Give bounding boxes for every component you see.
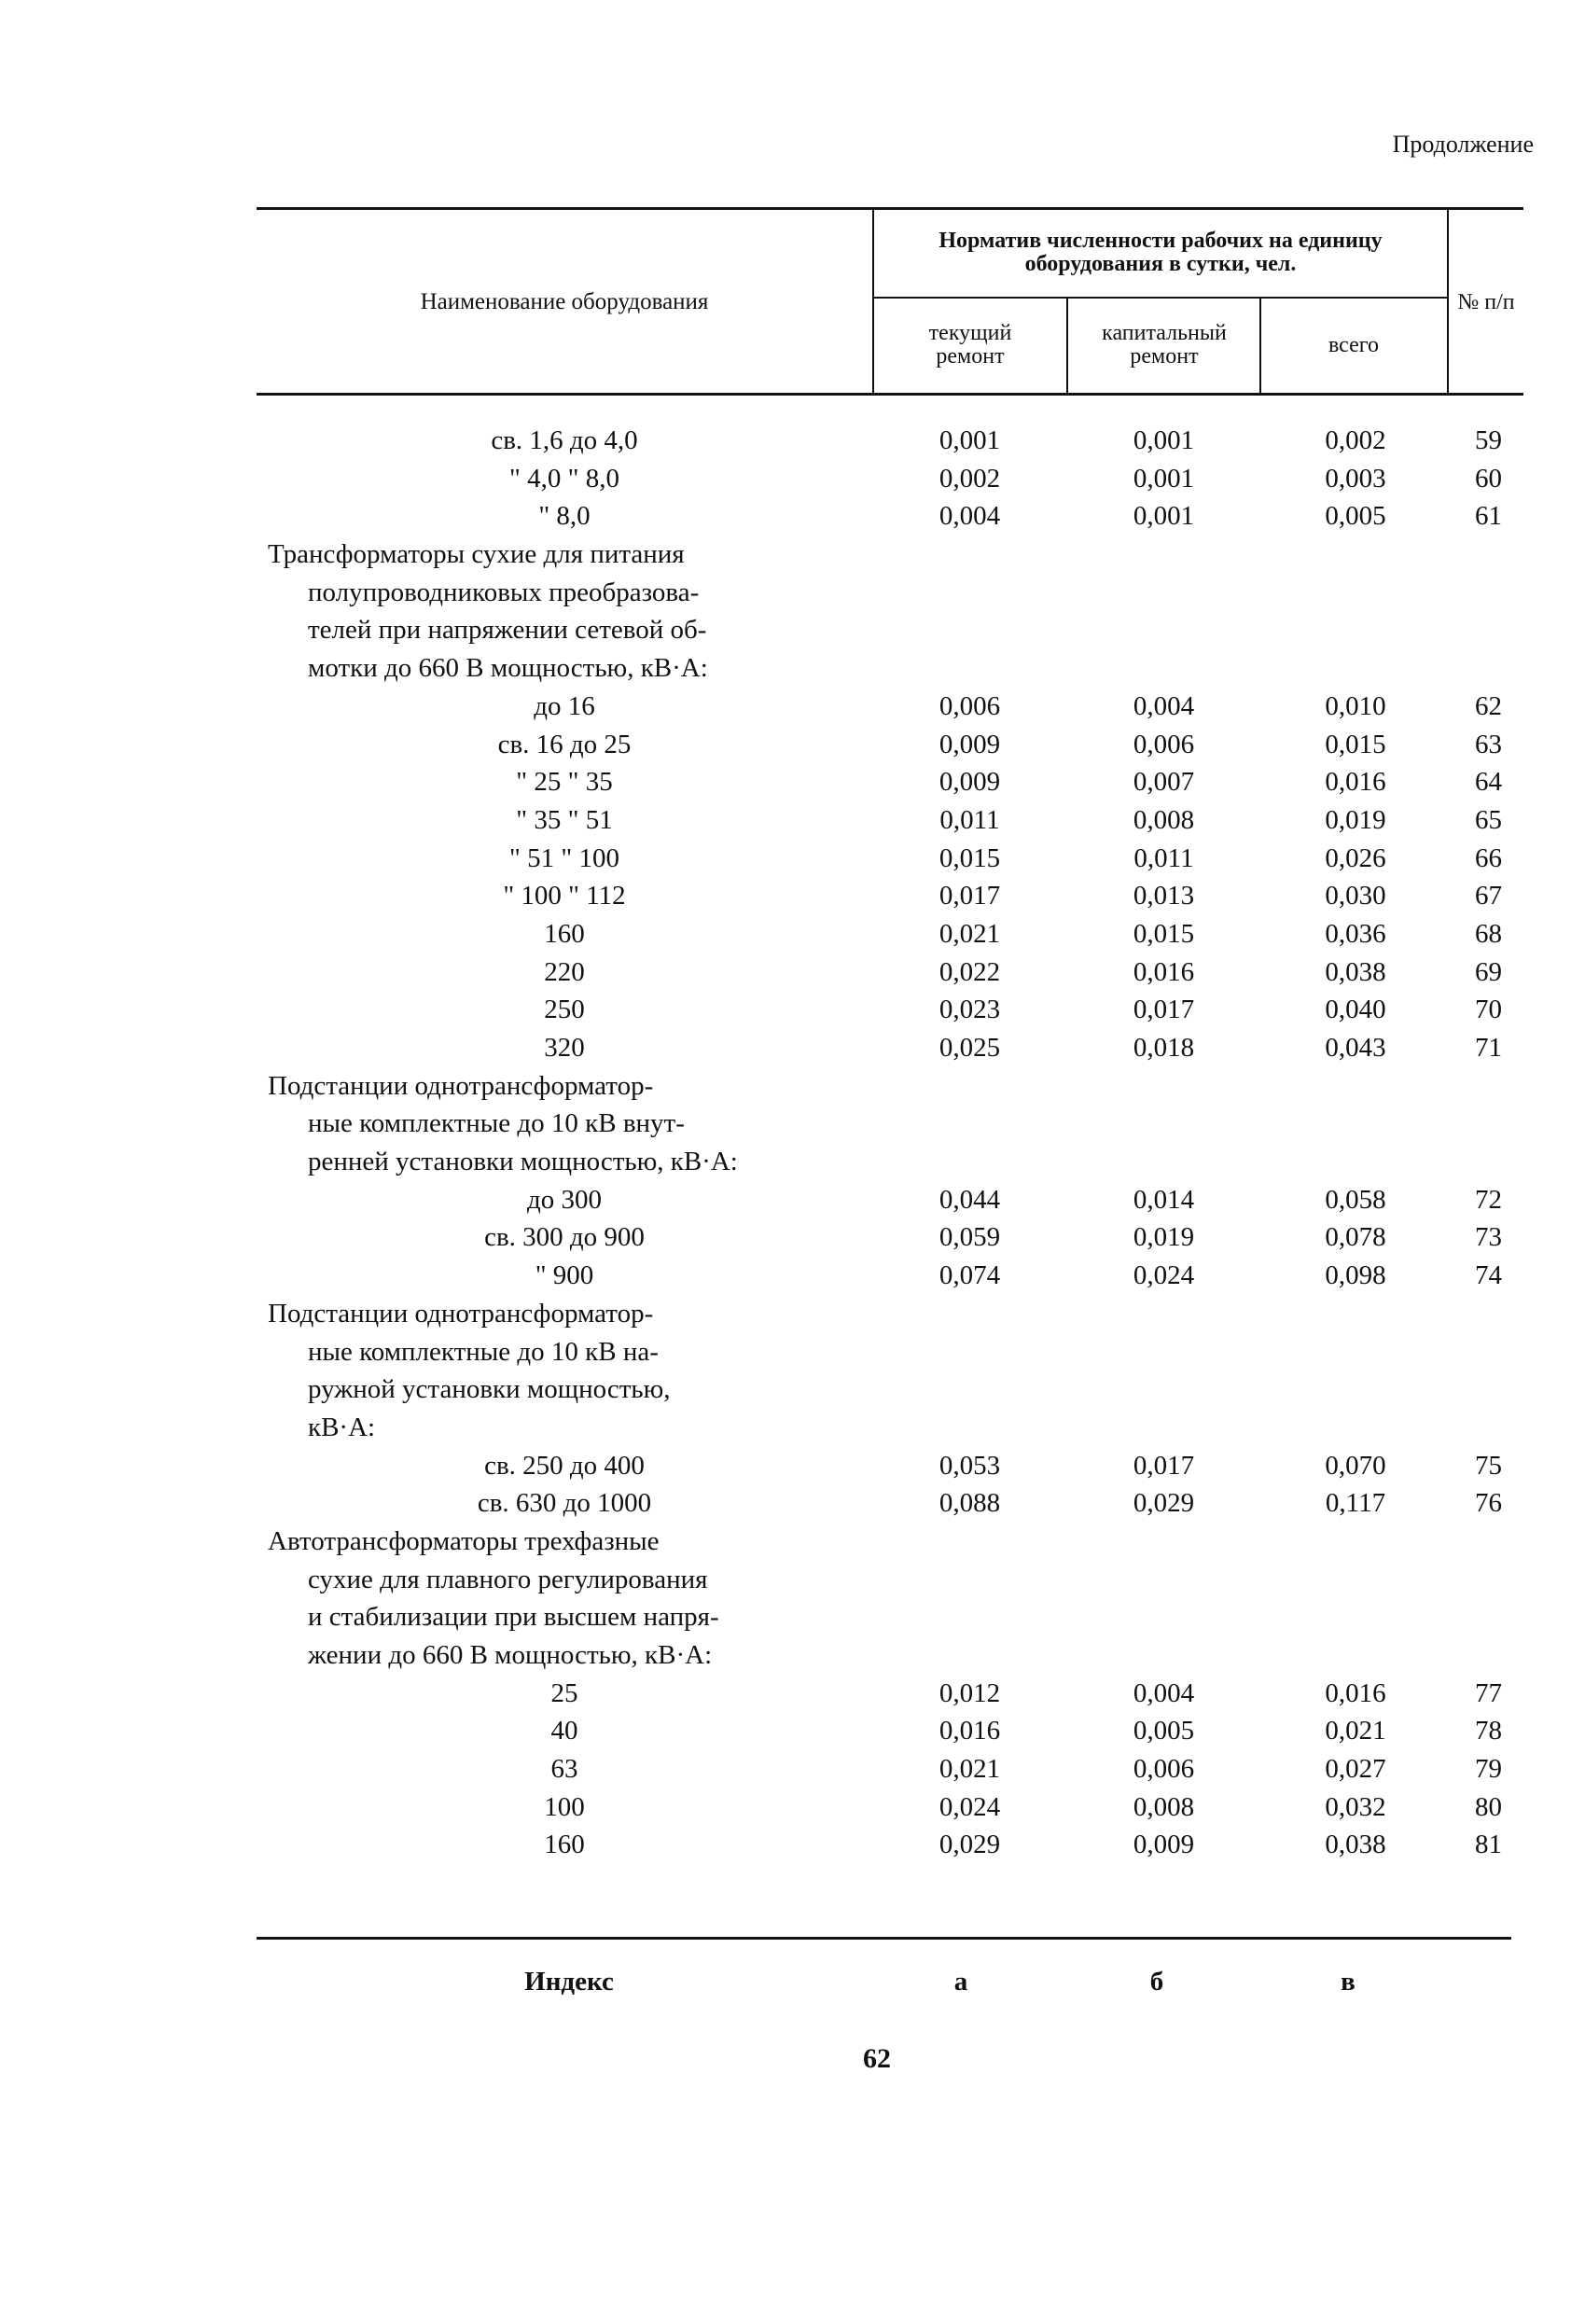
table-row — [257, 1029, 1523, 1067]
row-section-title: полупроводниковых преобразова- — [308, 577, 700, 607]
row-parameter: 40 — [550, 1716, 578, 1746]
total-value: 0,038 — [1325, 956, 1386, 987]
row-section-title: сухие для плавного регулирования — [308, 1564, 708, 1594]
header-bottom-rule — [257, 393, 1523, 396]
table-row — [257, 726, 1523, 764]
table-row — [257, 1218, 1523, 1257]
table-row — [257, 460, 1523, 498]
table-row — [257, 1788, 1523, 1827]
row-parameter: " 35 " 51 — [516, 804, 613, 835]
current-repair-value: 0,029 — [938, 1830, 1001, 1860]
total-value: 0,003 — [1325, 463, 1386, 494]
current-repair-value: 0,088 — [938, 1488, 1001, 1519]
table-row — [257, 1067, 1523, 1106]
capital-repair-value: 0,016 — [1133, 956, 1195, 987]
total-value: 0,016 — [1325, 767, 1386, 798]
row-parameter: 25 — [550, 1677, 578, 1708]
row-number: 74 — [1475, 1260, 1502, 1291]
total-value: 0,070 — [1325, 1450, 1386, 1481]
row-parameter: св. 16 до 25 — [497, 729, 632, 759]
capital-repair-value: 0,007 — [1133, 767, 1195, 798]
total-value: 0,078 — [1325, 1222, 1386, 1253]
current-repair-value: 0,025 — [938, 1033, 1001, 1063]
capital-repair-value: 0,009 — [1133, 1830, 1195, 1860]
row-section-title: Трансформаторы сухие для питания — [268, 539, 685, 570]
index-label: Индекс — [524, 1967, 614, 1997]
total-value: 0,043 — [1325, 1033, 1386, 1063]
capital-repair-value: 0,011 — [1133, 842, 1194, 873]
current-repair-value: 0,009 — [938, 767, 1001, 798]
row-number: 75 — [1475, 1450, 1502, 1481]
table-row — [257, 649, 1523, 688]
row-parameter: 320 — [544, 1033, 585, 1063]
row-number: 61 — [1475, 501, 1502, 532]
capital-repair-value: 0,029 — [1133, 1488, 1195, 1519]
total-header: всего — [1328, 332, 1380, 357]
table-row — [257, 1561, 1523, 1599]
capital-repair-value: 0,008 — [1133, 1791, 1195, 1822]
table-row — [257, 1598, 1523, 1636]
capital-repair-value: 0,014 — [1133, 1184, 1195, 1215]
capital-repair-value: 0,005 — [1133, 1716, 1195, 1746]
table-row — [257, 1750, 1523, 1788]
row-parameter: " 25 " 35 — [516, 767, 613, 798]
table-row — [257, 497, 1523, 536]
capital-repair-value: 0,001 — [1133, 501, 1195, 532]
current-repair-value: 0,022 — [938, 956, 1001, 987]
current-repair-value: 0,053 — [938, 1450, 1001, 1481]
table-row — [257, 953, 1523, 992]
row-section-title: Подстанции однотрансформатор- — [268, 1070, 654, 1101]
total-value: 0,002 — [1325, 425, 1386, 455]
table-row — [257, 1105, 1523, 1143]
page-number: 62 — [863, 2043, 891, 2074]
row-number: 63 — [1475, 729, 1502, 759]
capital-repair-value: 0,013 — [1133, 881, 1195, 912]
row-parameter: св. 300 до 900 — [484, 1222, 645, 1253]
row-parameter: до 300 — [526, 1184, 602, 1215]
header-divider-4 — [1259, 299, 1261, 393]
row-number: 78 — [1475, 1716, 1502, 1746]
table-row — [257, 1675, 1523, 1713]
total-value: 0,032 — [1325, 1791, 1386, 1822]
capital-repair-value: 0,001 — [1133, 463, 1195, 494]
total-value: 0,098 — [1325, 1260, 1386, 1291]
row-number: 70 — [1475, 995, 1502, 1025]
row-number: 59 — [1475, 425, 1502, 455]
row-section-title: мотки до 660 В мощностью, кВ·А: — [308, 653, 708, 684]
capital-repair-value: 0,008 — [1133, 804, 1195, 835]
current-repair-value: 0,009 — [938, 729, 1001, 759]
total-value: 0,026 — [1325, 842, 1386, 873]
table-row — [257, 1523, 1523, 1561]
equipment-name-header: Наименование оборудования — [420, 289, 709, 314]
table-row — [257, 536, 1523, 574]
table-row — [257, 801, 1523, 840]
total-value: 0,027 — [1325, 1754, 1386, 1785]
total-value: 0,019 — [1325, 804, 1386, 835]
row-parameter: св. 1,6 до 4,0 — [491, 425, 638, 455]
row-number: 73 — [1475, 1222, 1502, 1253]
table-body — [257, 422, 1523, 1864]
continuation-label: Продолжение — [1392, 131, 1534, 158]
row-number: 77 — [1475, 1677, 1502, 1708]
table-row — [257, 915, 1523, 953]
table-row — [257, 1333, 1523, 1371]
capital-repair-value: 0,004 — [1133, 690, 1195, 721]
total-value: 0,030 — [1325, 881, 1386, 912]
table-row — [257, 1143, 1523, 1181]
row-number: 66 — [1475, 842, 1502, 873]
row-section-title: Подстанции однотрансформатор- — [268, 1298, 654, 1329]
current-repair-value: 0,017 — [938, 881, 1001, 912]
total-value: 0,010 — [1325, 690, 1386, 721]
number-header: № п/п — [1457, 289, 1515, 314]
row-parameter: " 900 — [535, 1260, 594, 1291]
table-row — [257, 991, 1523, 1029]
table-row — [257, 1484, 1523, 1523]
table-row — [257, 611, 1523, 649]
row-section-title: ные комплектные до 10 кВ на- — [308, 1336, 659, 1367]
table-row — [257, 574, 1523, 612]
current-repair-value: 0,001 — [938, 425, 1001, 455]
row-section-title: ренней установки мощностью, кВ·А: — [308, 1147, 738, 1177]
row-number: 79 — [1475, 1754, 1502, 1785]
capital-repair-value: 0,017 — [1133, 1450, 1195, 1481]
current-repair-value: 0,011 — [939, 804, 1000, 835]
row-parameter: 160 — [544, 918, 585, 949]
total-value: 0,038 — [1325, 1830, 1386, 1860]
row-number: 62 — [1475, 690, 1502, 721]
index-b: б — [1149, 1967, 1164, 1997]
row-section-title: ружной установки мощностью, — [308, 1374, 671, 1405]
table-row — [257, 1712, 1523, 1750]
row-number: 69 — [1475, 956, 1502, 987]
row-parameter: св. 630 до 1000 — [477, 1488, 652, 1519]
current-repair-value: 0,012 — [938, 1677, 1001, 1708]
row-parameter: " 8,0 — [538, 501, 591, 532]
current-repair-value: 0,002 — [938, 463, 1001, 494]
current-repair-value: 0,015 — [938, 842, 1001, 873]
table-row — [257, 877, 1523, 915]
current-repair-value: 0,074 — [938, 1260, 1001, 1291]
total-value: 0,058 — [1325, 1184, 1386, 1215]
capital-repair-value: 0,004 — [1133, 1677, 1195, 1708]
row-parameter: 220 — [544, 956, 585, 987]
capital-repair-value: 0,024 — [1133, 1260, 1195, 1291]
row-section-title: Автотрансформаторы трехфазные — [268, 1525, 660, 1556]
table-row — [257, 1409, 1523, 1447]
capital-repair-value: 0,015 — [1133, 918, 1195, 949]
total-value: 0,040 — [1325, 995, 1386, 1025]
row-section-title: кВ·А: — [308, 1412, 376, 1442]
capital-repair-header: капитальный ремонт — [1102, 321, 1227, 369]
index-v: в — [1341, 1967, 1356, 1997]
table-row — [257, 1826, 1523, 1864]
table-row — [257, 1257, 1523, 1295]
capital-repair-value: 0,006 — [1133, 729, 1195, 759]
row-number: 68 — [1475, 918, 1502, 949]
row-parameter: " 51 " 100 — [509, 842, 619, 873]
capital-repair-value: 0,019 — [1133, 1222, 1195, 1253]
row-parameter: " 4,0 " 8,0 — [509, 463, 619, 494]
table-row — [257, 1295, 1523, 1333]
row-parameter: " 100 " 112 — [503, 881, 626, 912]
current-repair-value: 0,024 — [938, 1791, 1001, 1822]
current-repair-value: 0,059 — [938, 1222, 1001, 1253]
current-repair-value: 0,004 — [938, 501, 1001, 532]
row-parameter: до 16 — [534, 690, 595, 721]
index-a: а — [953, 1967, 968, 1997]
row-section-title: ные комплектные до 10 кВ внут- — [308, 1108, 685, 1139]
total-value: 0,005 — [1325, 501, 1386, 532]
total-value: 0,016 — [1325, 1677, 1386, 1708]
row-parameter: 160 — [544, 1830, 585, 1860]
table-bottom-rule — [257, 1937, 1511, 1940]
row-number: 81 — [1475, 1830, 1502, 1860]
current-repair-header: текущий ремонт — [928, 321, 1012, 369]
current-repair-value: 0,021 — [938, 918, 1001, 949]
table-row — [257, 688, 1523, 726]
row-section-title: телей при напряжении сетевой об- — [308, 615, 707, 646]
row-number: 80 — [1475, 1791, 1502, 1822]
table-row — [257, 1371, 1523, 1409]
current-repair-value: 0,044 — [938, 1184, 1001, 1215]
row-number: 65 — [1475, 804, 1502, 835]
capital-repair-value: 0,006 — [1133, 1754, 1195, 1785]
capital-repair-value: 0,001 — [1133, 425, 1195, 455]
capital-repair-value: 0,018 — [1133, 1033, 1195, 1063]
row-parameter: 250 — [544, 995, 585, 1025]
norm-group-header: Норматив численности рабочих на единицу оборудования в сутки, чел. — [938, 229, 1383, 276]
row-section-title: жении до 660 В мощностью, кВ·А: — [308, 1640, 713, 1670]
row-number: 60 — [1475, 463, 1502, 494]
current-repair-value: 0,016 — [938, 1716, 1001, 1746]
row-parameter: св. 250 до 400 — [484, 1450, 645, 1481]
table-row — [257, 1181, 1523, 1219]
current-repair-value: 0,023 — [938, 995, 1001, 1025]
row-number: 64 — [1475, 767, 1502, 798]
total-value: 0,021 — [1325, 1716, 1386, 1746]
row-parameter: 63 — [550, 1754, 578, 1785]
current-repair-value: 0,006 — [938, 690, 1001, 721]
total-value: 0,015 — [1325, 729, 1386, 759]
row-number: 67 — [1475, 881, 1502, 912]
table-row — [257, 840, 1523, 878]
row-number: 76 — [1475, 1488, 1502, 1519]
current-repair-value: 0,021 — [938, 1754, 1001, 1785]
row-number: 71 — [1475, 1033, 1502, 1063]
header-divider-3 — [1066, 299, 1068, 393]
capital-repair-value: 0,017 — [1133, 995, 1195, 1025]
row-parameter: 100 — [544, 1791, 585, 1822]
table-row — [257, 1636, 1523, 1675]
table-row — [257, 1447, 1523, 1485]
row-number: 72 — [1475, 1184, 1502, 1215]
row-section-title: и стабилизации при высшем напря- — [308, 1602, 719, 1633]
total-value: 0,036 — [1325, 918, 1386, 949]
table-row — [257, 763, 1523, 801]
table-row — [257, 422, 1523, 460]
total-value: 0,117 — [1325, 1488, 1386, 1519]
